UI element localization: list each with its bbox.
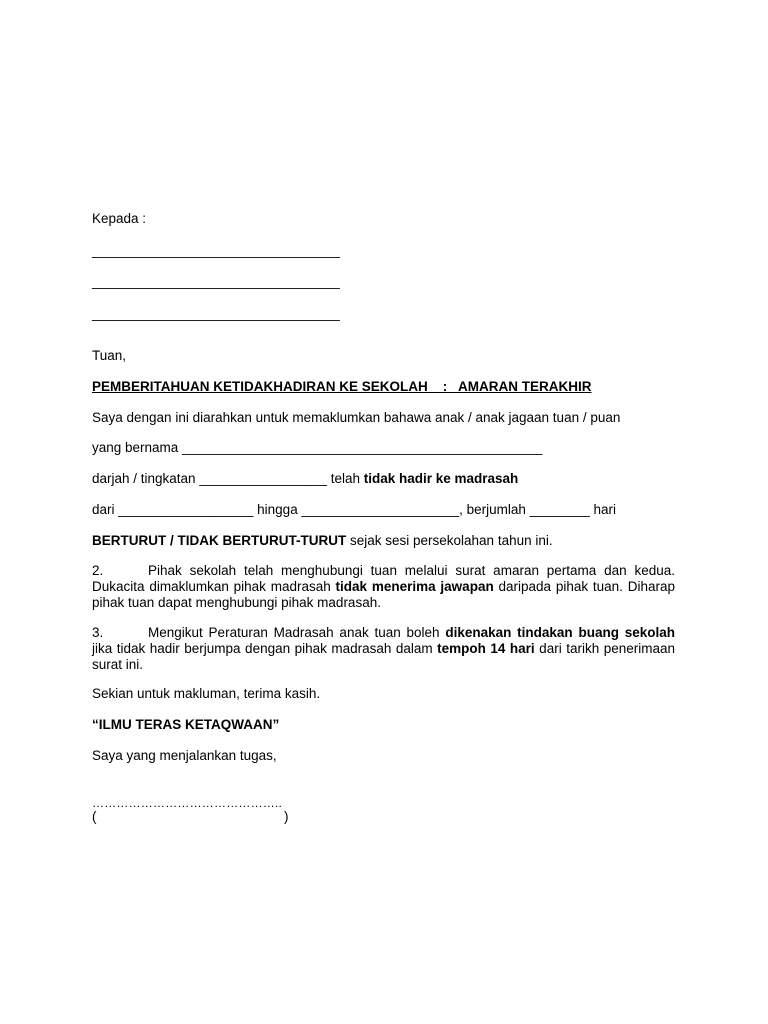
paragraph-2-number: 2. (92, 563, 104, 578)
body-line-1: Saya dengan ini diarahkan untuk memaklumkan bahawa anak / anak jagaan tuan / puan (92, 410, 621, 425)
paragraph-3-text-1: Mengikut Peraturan Madrasah anak tuan boleh (148, 625, 446, 640)
paragraph-3-text-2: jika tidak hadir berjumpa dengan pihak madrasah dalam (92, 641, 438, 656)
letter-subject: PEMBERITAHUAN KETIDAKHADIRAN KE SEKOLAH : AMARAN TERAKHIR (92, 379, 592, 394)
paragraph-3-number: 3. (92, 625, 104, 640)
body-line-3 (92, 471, 518, 487)
body-line-2: yang bernama ________________________________________________ (92, 440, 543, 455)
paragraph-2 (92, 563, 675, 611)
body-line-4: dari __________________ hingga _____________________, berjumlah ________ hari (92, 502, 616, 517)
school-motto: “ILMU TERAS KETAQWAAN” (92, 717, 280, 732)
signoff-line: Saya yang menjalankan tugas, (92, 748, 277, 763)
address-line-3: _________________________________ (92, 306, 340, 321)
paragraph-3 (92, 625, 675, 673)
address-line-1: _________________________________ (92, 243, 340, 258)
body-line-5-text: sejak sesi persekolahan tahun ini. (346, 533, 553, 548)
salutation: Tuan, (92, 348, 127, 363)
paragraph-3-text-3: dari tarikh penerimaan surat ini. (92, 641, 675, 672)
body-line-3-text: darjah / tingkatan _________________ telah (92, 471, 364, 486)
paragraph-3-bold-1: dikenakan tindakan buang sekolah (445, 625, 676, 640)
paragraph-2-bold-1: tidak menerima jawapan (335, 579, 494, 594)
paragraph-2-text-2: daripada pihak tuan. Diharap pihak tuan dapat menghubungi pihak madrasah. (92, 579, 675, 610)
body-line-3-bold: tidak hadir ke madrasah (363, 471, 519, 486)
recipient-label: Kepada : (92, 211, 147, 226)
paragraph-3-bold-2: tempoh 14 hari (437, 641, 535, 656)
body-line-5 (92, 533, 553, 549)
signature-line: ……………………………………….. (92, 796, 283, 810)
name-paren-close: ) (284, 809, 289, 824)
name-paren-open: ( (92, 809, 97, 824)
paragraph-2-text-1: Pihak sekolah telah menghubungi tuan melalui surat amaran pertama dan kedua. Dukacita dimaklumkan pihak madrasah (92, 563, 675, 594)
body-line-5-bold: BERTURUT / TIDAK BERTURUT-TURUT (92, 533, 347, 548)
address-line-2: _________________________________ (92, 274, 340, 289)
closing-line: Sekian untuk makluman, terima kasih. (92, 686, 321, 701)
